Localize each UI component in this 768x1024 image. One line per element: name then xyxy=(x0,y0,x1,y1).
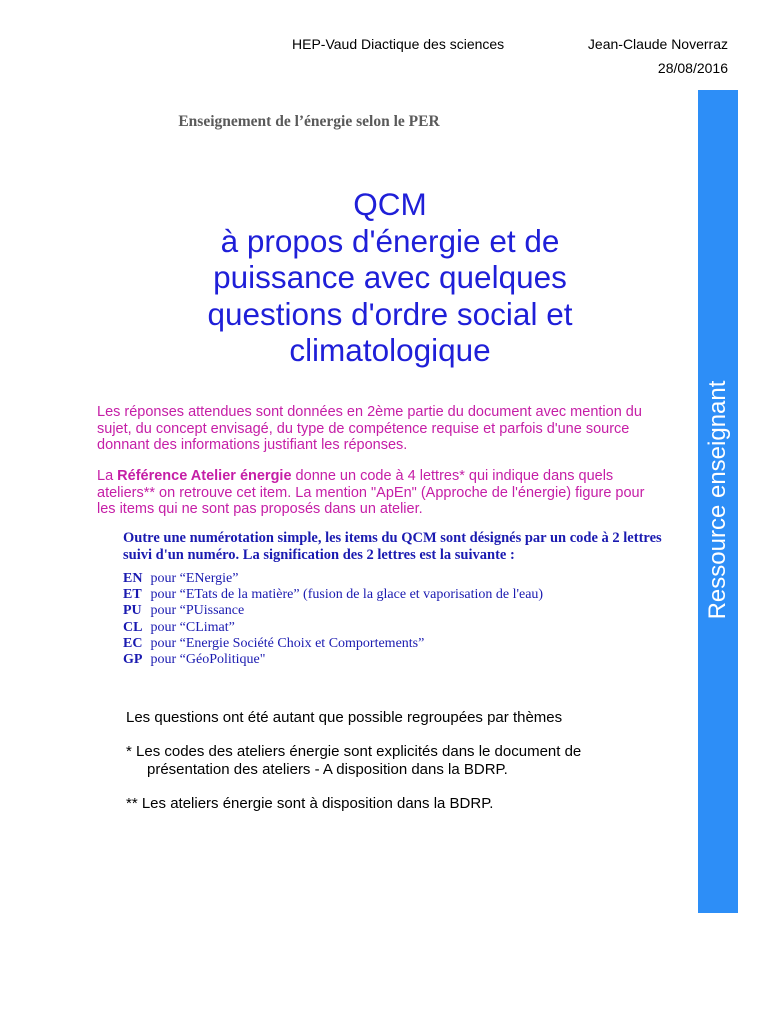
note-grouping: Les questions ont été autant que possible regroupées par thèmes xyxy=(126,709,563,726)
notes-section xyxy=(126,709,686,812)
title-line: à propos d'énergie et de xyxy=(220,222,560,259)
list-item xyxy=(123,587,663,603)
codes-intro: Outre une numérotation simple, les items du QCM sont désignés par un code à 2 lettres suivi d'un numéro. La signification des 2 lettres est la suivante : xyxy=(123,530,662,563)
code-label: GP xyxy=(123,652,143,668)
code-meaning: pour “PUissance xyxy=(150,603,245,619)
list-item xyxy=(123,603,663,619)
code-label: ET xyxy=(123,587,142,603)
main-title xyxy=(140,186,640,369)
list-item xyxy=(123,620,663,636)
sidebar-label: Ressource enseignant xyxy=(704,380,731,620)
title-line: QCM xyxy=(353,186,427,222)
note-codes xyxy=(126,743,686,779)
code-label: PU xyxy=(123,603,142,619)
code-meaning: pour “CLimat” xyxy=(150,619,235,635)
note-codes-line2: présentation des ateliers - A disposition dans la BDRP. xyxy=(147,761,508,778)
code-meaning: pour “Energie Société Choix et Comportements” xyxy=(150,635,425,651)
list-item xyxy=(123,652,663,668)
reference-paragraph xyxy=(97,468,657,518)
code-meaning: pour “GéoPolitique" xyxy=(150,652,266,668)
header-institution: HEP-Vaud Diactique des sciences xyxy=(292,36,505,52)
list-item xyxy=(123,571,663,587)
note-ateliers: ** Les ateliers énergie sont à disposition dans la BDRP. xyxy=(126,795,494,812)
reference-term: Référence Atelier énergie xyxy=(117,468,292,484)
header-date: 28/08/2016 xyxy=(657,60,728,76)
title-line: climatologique xyxy=(289,332,491,368)
reference-prefix: La xyxy=(97,468,118,484)
code-label: CL xyxy=(123,619,143,635)
header-author: Jean-Claude Noverraz xyxy=(587,36,728,52)
code-meaning: pour “ETats de la matière” (fusion de la glace et vaporisation de l'eau) xyxy=(150,587,544,603)
code-label: EC xyxy=(123,635,143,651)
answers-paragraph: Les réponses attendues sont données en 2ème partie du document avec mention du sujet, du concept envisagé, du type de compétence requise et parfois d'une source donnant des informations justifiant les réponses. xyxy=(97,404,642,453)
document-subtitle: Enseignement de l’énergie selon le PER xyxy=(178,113,440,130)
reference-suffix: donne un code à 4 lettres* qui indique dans quels ateliers** on retrouve cet item. La mention "ApEn" (Approche de l'énergie) figure pour les items qui ne sont pas proposés dans un atelier. xyxy=(97,468,645,517)
code-list xyxy=(123,571,663,668)
code-meaning: pour “ENergie” xyxy=(150,571,239,586)
list-item xyxy=(123,636,663,652)
code-label: EN xyxy=(123,571,143,586)
note-codes-line1: * Les codes des ateliers énergie sont explicités dans le document de xyxy=(126,743,582,760)
title-line: puissance avec quelques xyxy=(213,259,567,295)
title-line: questions d'ordre social et xyxy=(207,295,573,332)
